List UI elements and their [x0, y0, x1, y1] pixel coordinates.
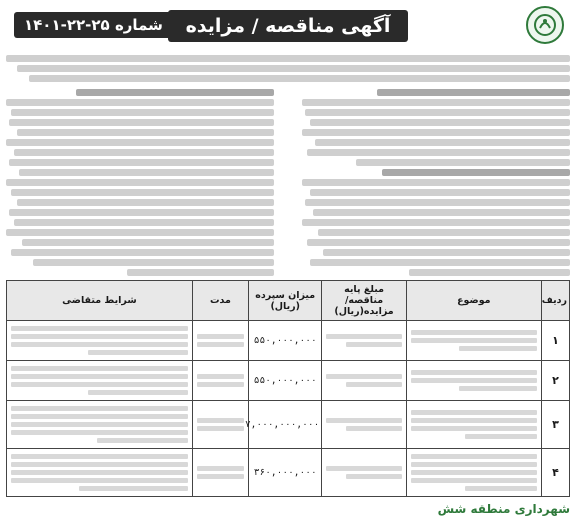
section-right-column [302, 86, 570, 279]
column-header: مدت [192, 281, 248, 321]
row-index: ۳ [541, 401, 569, 449]
tender-table [6, 280, 570, 488]
row-duration [192, 449, 248, 497]
row-conditions [7, 361, 193, 401]
table-row [7, 361, 570, 401]
section-left-column [6, 86, 274, 279]
row-deposit: ۵۵۰,۰۰۰,۰۰۰ [249, 361, 322, 401]
row-conditions [7, 401, 193, 449]
table-row [7, 321, 570, 361]
table-header-row [7, 281, 570, 321]
notice-number: شماره ۲۵-۲۲-۱۴۰۱ [14, 12, 173, 38]
row-subject [406, 449, 541, 497]
row-duration [192, 361, 248, 401]
row-index: ۴ [541, 449, 569, 497]
row-base-price [322, 361, 406, 401]
row-subject [406, 321, 541, 361]
table-row [7, 401, 570, 449]
row-duration [192, 321, 248, 361]
notice-footer [6, 497, 570, 521]
row-base-price [322, 401, 406, 449]
row-conditions [7, 321, 193, 361]
row-deposit: ۷,۰۰۰,۰۰۰,۰۰۰ [249, 401, 322, 449]
table-row [7, 449, 570, 497]
notice-header [6, 4, 570, 48]
row-deposit: ۵۵۰,۰۰۰,۰۰۰ [249, 321, 322, 361]
row-subject [406, 401, 541, 449]
row-deposit: ۳۶۰,۰۰۰,۰۰۰ [249, 449, 322, 497]
row-index: ۲ [541, 361, 569, 401]
column-header: شرایط متقاضی [7, 281, 193, 321]
notice-body [6, 52, 570, 280]
intro-paragraph [6, 52, 570, 85]
column-header: مبلغ پایه مناقصه/ مزایده(ریال) [322, 281, 406, 321]
row-subject [406, 361, 541, 401]
row-index: ۱ [541, 321, 569, 361]
column-header: میزان سپرده (ریال) [249, 281, 322, 321]
notice-title: آگهی مناقصه / مزایده [168, 10, 409, 42]
issuer-name: شهرداری منطقه شش [437, 502, 570, 516]
column-header: ردیف [541, 281, 569, 321]
row-conditions [7, 449, 193, 497]
row-base-price [322, 449, 406, 497]
column-header: موضوع [406, 281, 541, 321]
row-base-price [322, 321, 406, 361]
municipality-logo-icon [526, 6, 564, 44]
row-duration [192, 401, 248, 449]
